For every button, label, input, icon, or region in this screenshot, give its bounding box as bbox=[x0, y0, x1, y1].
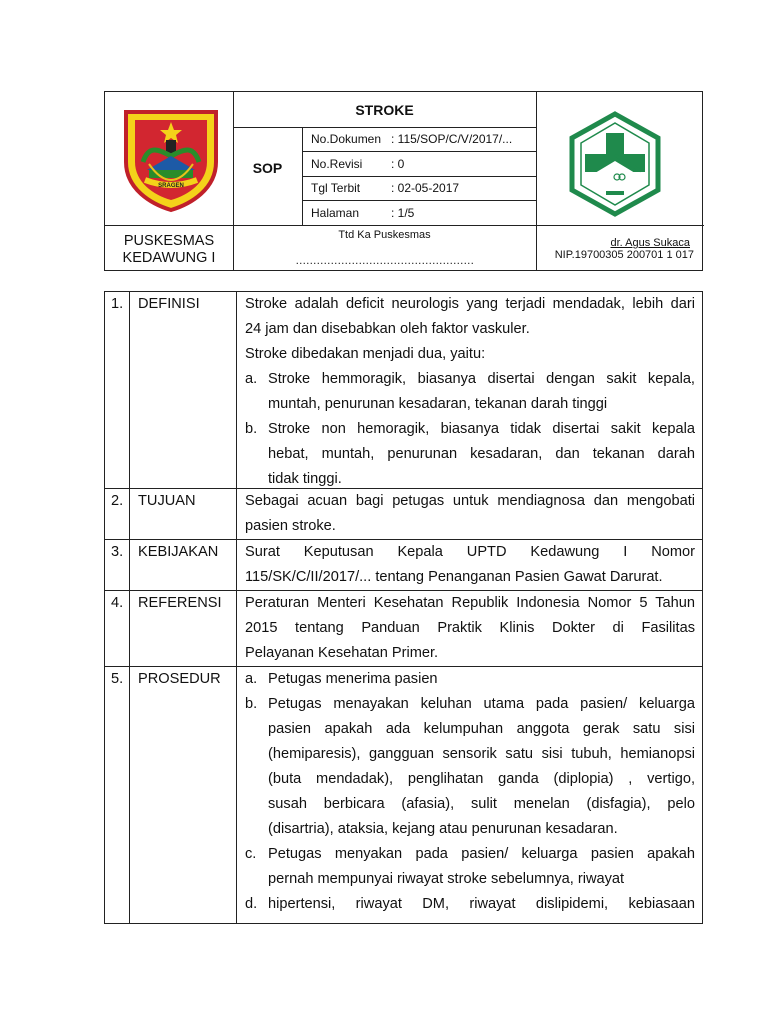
doc-number-label: No.Dokumen bbox=[311, 132, 382, 146]
section-text: Stroke dibedakan menjadi dua, yaitu: bbox=[245, 346, 486, 362]
list-item-text: Petugas menyakan pada pasien/ keluarga pasien apakah bbox=[268, 846, 695, 862]
page-value: : 1/5 bbox=[391, 206, 415, 220]
section-number: 4. bbox=[111, 595, 124, 611]
header-divider bbox=[302, 176, 536, 177]
document-header-table bbox=[104, 91, 703, 271]
list-item-text: (buta mendadak), penglihatan ganda (diplopia) , vertigo, bbox=[268, 771, 695, 787]
list-item-text: Petugas menayakan keluhan utama pada pasien/ keluarga bbox=[268, 696, 695, 712]
puskesmas-logo bbox=[569, 111, 661, 217]
signature-label: Ttd Ka Puskesmas bbox=[338, 229, 431, 241]
list-item-text: (disartria), ataksia, kejang atau penurunan kesadaran. bbox=[268, 821, 618, 837]
column-divider bbox=[236, 292, 237, 923]
page-label: Halaman bbox=[311, 206, 360, 220]
head-nip: NIP.19700305 200701 1 017 bbox=[554, 249, 694, 261]
section-number: 2. bbox=[111, 493, 124, 509]
sop-content-table bbox=[104, 291, 703, 924]
header-divider bbox=[302, 127, 303, 225]
list-item-text: Stroke hemmoragik, biasanya disertai dengan sakit kepala, bbox=[268, 371, 695, 387]
list-marker: d. bbox=[245, 896, 258, 912]
section-title: PROSEDUR bbox=[138, 671, 221, 687]
list-item-text: Petugas menerima pasien bbox=[268, 671, 438, 687]
list-marker: b. bbox=[245, 421, 258, 437]
section-text: 24 jam dan disebabkan oleh faktor vaskuler. bbox=[245, 321, 530, 337]
issue-date-label: Tgl Terbit bbox=[311, 181, 361, 195]
section-text: 115/SK/C/II/2017/... tentang Penanganan Pasien Gawat Darurat. bbox=[245, 569, 663, 585]
sop-label: SOP bbox=[252, 160, 283, 176]
header-divider bbox=[302, 200, 536, 201]
list-marker: a. bbox=[245, 671, 258, 687]
header-divider bbox=[302, 151, 536, 152]
section-title: KEBIJAKAN bbox=[138, 544, 219, 560]
section-number: 1. bbox=[111, 296, 124, 312]
org-name-line2: KEDAWUNG I bbox=[122, 250, 216, 266]
revision-label: No.Revisi bbox=[311, 157, 363, 171]
section-text: Pelayanan Kesehatan Primer. bbox=[245, 645, 439, 661]
issue-date-value: : 02-05-2017 bbox=[391, 181, 460, 195]
list-marker: c. bbox=[245, 846, 257, 862]
section-title: TUJUAN bbox=[138, 493, 196, 509]
section-title: DEFINISI bbox=[138, 296, 200, 312]
page-title: STROKE bbox=[355, 102, 414, 118]
column-divider bbox=[129, 292, 130, 923]
list-item-text: pernah mempunyai riwayat stroke sebelumnya, riwayat bbox=[268, 871, 625, 887]
regency-seal-logo bbox=[119, 104, 223, 214]
signature-line: …………………………………………… bbox=[295, 255, 474, 267]
doc-number-value: : 115/SOP/C/V/2017/... bbox=[391, 132, 513, 146]
section-text: Stroke adalah deficit neurologis yang terjadi mendadak, lebih dari bbox=[245, 296, 695, 312]
section-text: Sebagai acuan bagi petugas untuk mendiagnosa dan mengobati bbox=[245, 493, 695, 509]
list-item-text: susah berbicara (afasia), sulit menelan (disfagia), pelo bbox=[268, 796, 695, 812]
seal-motto: SRAGEN bbox=[158, 183, 184, 189]
list-item-text: muntah, penurunan kesadaran, tekanan darah tinggi bbox=[268, 396, 608, 412]
header-divider bbox=[105, 225, 704, 226]
section-title: REFERENSI bbox=[138, 595, 222, 611]
header-divider bbox=[233, 92, 234, 270]
list-item-text: hebat, muntah, penurunan kesadaran, dan tekanan darah bbox=[268, 446, 695, 462]
list-item-text: tidak tinggi. bbox=[268, 471, 342, 487]
section-text: Peraturan Menteri Kesehatan Republik Indonesia Nomor 5 Tahun bbox=[245, 595, 695, 611]
section-number: 5. bbox=[111, 671, 124, 687]
header-divider bbox=[233, 127, 536, 128]
section-text: Surat Keputusan Kepala UPTD Kedawung I Nomor bbox=[245, 544, 695, 560]
section-text: 2015 tentang Panduan Praktik Klinis Dokter di Fasilitas bbox=[245, 620, 695, 636]
section-text: pasien stroke. bbox=[245, 518, 336, 534]
list-marker: b. bbox=[245, 696, 258, 712]
list-item-text: Stroke non hemoragik, biasanya tidak disertai sakit kepala bbox=[268, 421, 695, 437]
list-item-text: pasien apakah ada kelumpuhan anggota gerak satu sisi bbox=[268, 721, 695, 737]
list-marker: a. bbox=[245, 371, 258, 387]
head-name: dr. Agus Sukaca bbox=[610, 237, 690, 249]
section-number: 3. bbox=[111, 544, 124, 560]
org-name-line1: PUSKESMAS bbox=[123, 233, 215, 249]
revision-value: : 0 bbox=[391, 157, 405, 171]
list-item-text: hipertensi, riwayat DM, riwayat dislipidemi, kebiasaan bbox=[268, 896, 695, 912]
list-item-text: (hemiparesis), gangguan sensorik satu sisi tubuh, hemianopsi bbox=[268, 746, 695, 762]
